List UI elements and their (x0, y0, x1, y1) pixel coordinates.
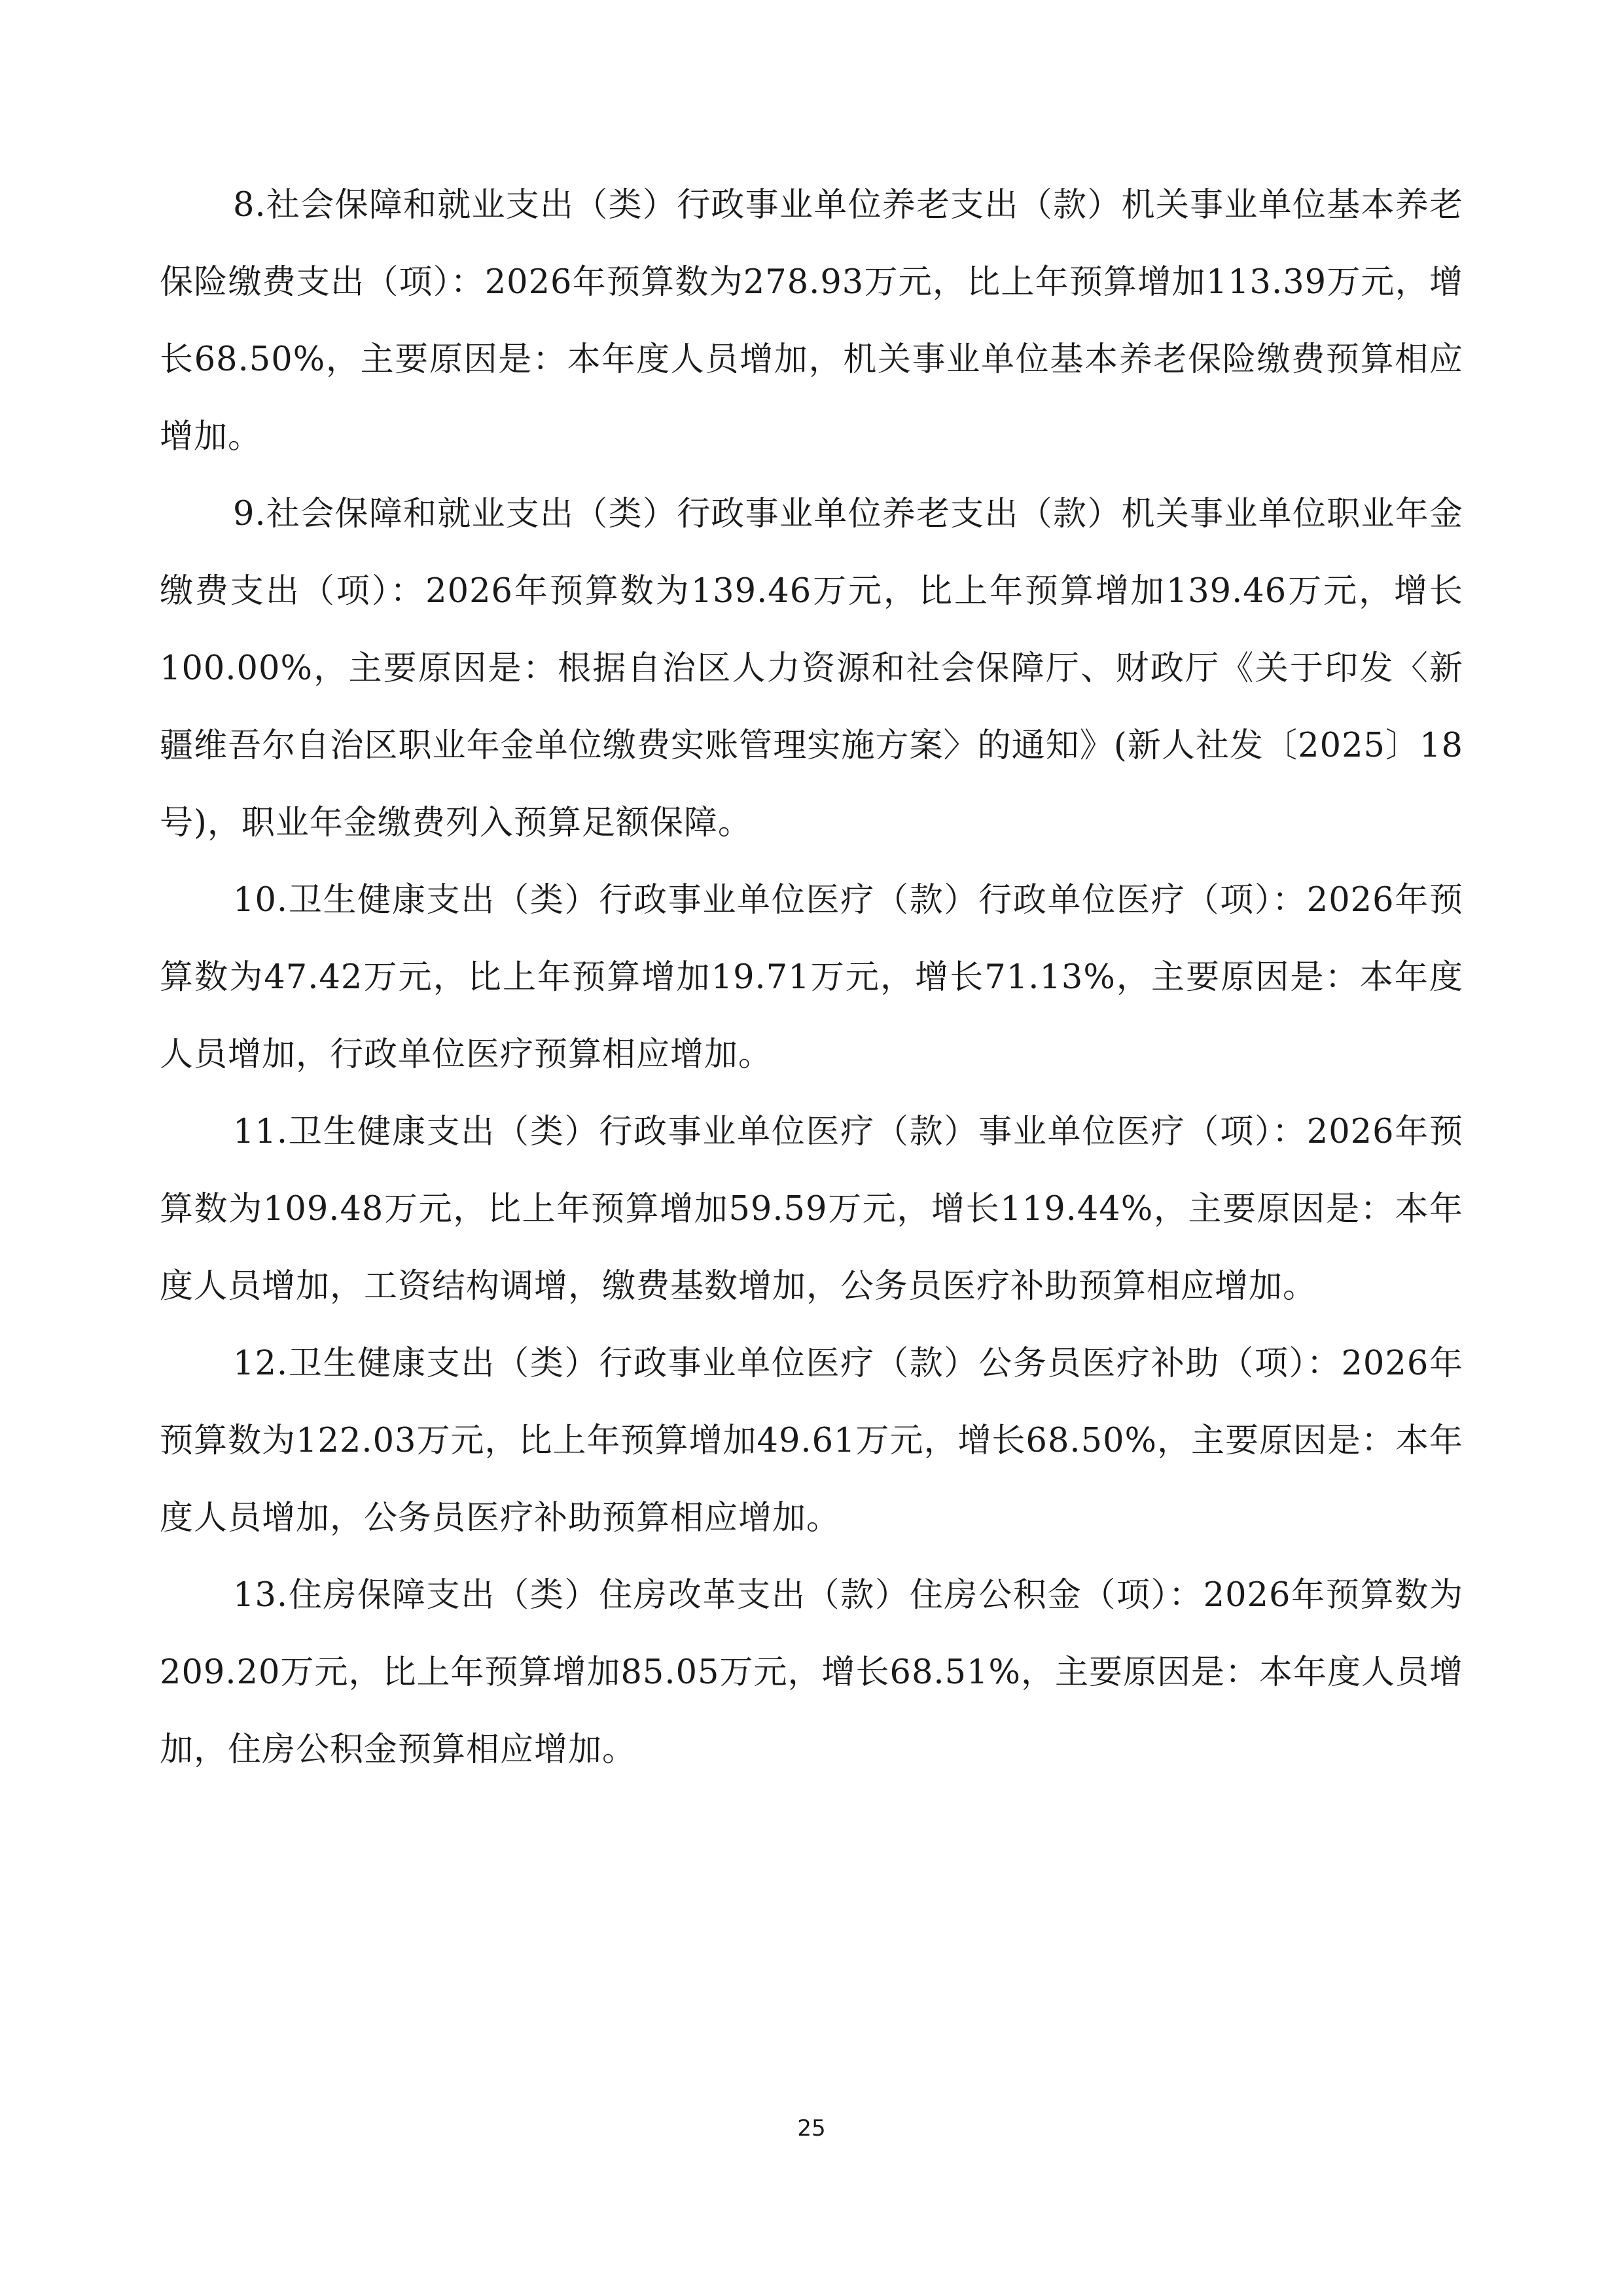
paragraph-12-civil-servant-medical-subsidy: 12.卫生健康支出（类）行政事业单位医疗（款）公务员医疗补助（项）：2026年预算数为122.03万元，比上年预算增加49.61万元，增长68.50%，主要原因是：本年度人员增加，公务员医疗补助预算相应增加。 (160, 1344, 1463, 1537)
paragraph-11-institution-medical: 11.卫生健康支出（类）行政事业单位医疗（款）事业单位医疗（项）：2026年预算数为109.48万元，比上年预算增加59.59万元，增长119.44%，主要原因是：本年度人员增加，工资结构调增，缴费基数增加，公务员医疗补助预算相应增加。 (160, 1113, 1463, 1306)
page-number: 25 (797, 2115, 826, 2142)
document-body (160, 167, 1463, 1789)
paragraph-13-housing-provident-fund: 13.住房保障支出（类）住房改革支出（款）住房公积金（项）：2026年预算数为209.20万元，比上年预算增加85.05万元，增长68.51%，主要原因是：本年度人员增加，住房公积金预算相应增加。 (160, 1576, 1463, 1769)
paragraph-8-pension-insurance: 8.社会保障和就业支出（类）行政事业单位养老支出（款）机关事业单位基本养老保险缴费支出（项）：2026年预算数为278.93万元，比上年预算增加113.39万元，增长68.50%，主要原因是：本年度人员增加，机关事业单位基本养老保险缴费预算相应增加。 (160, 186, 1463, 456)
paragraph-10-administrative-medical: 10.卫生健康支出（类）行政事业单位医疗（款）行政单位医疗（项）：2026年预算数为47.42万元，比上年预算增加19.71万元，增长71.13%，主要原因是：本年度人员增加，行政单位医疗预算相应增加。 (160, 881, 1463, 1074)
paragraph-9-occupational-annuity: 9.社会保障和就业支出（类）行政事业单位养老支出（款）机关事业单位职业年金缴费支出（项）：2026年预算数为139.46万元，比上年预算增加139.46万元，增长100.00%，主要原因是：根据自治区人力资源和社会保障厅、财政厅《关于印发〈新疆维吾尔自治区职业年金单位缴费实账管理实施方案〉的通知》(新人社发〔2025〕18号)，职业年金缴费列入预算足额保障。 (160, 495, 1463, 842)
